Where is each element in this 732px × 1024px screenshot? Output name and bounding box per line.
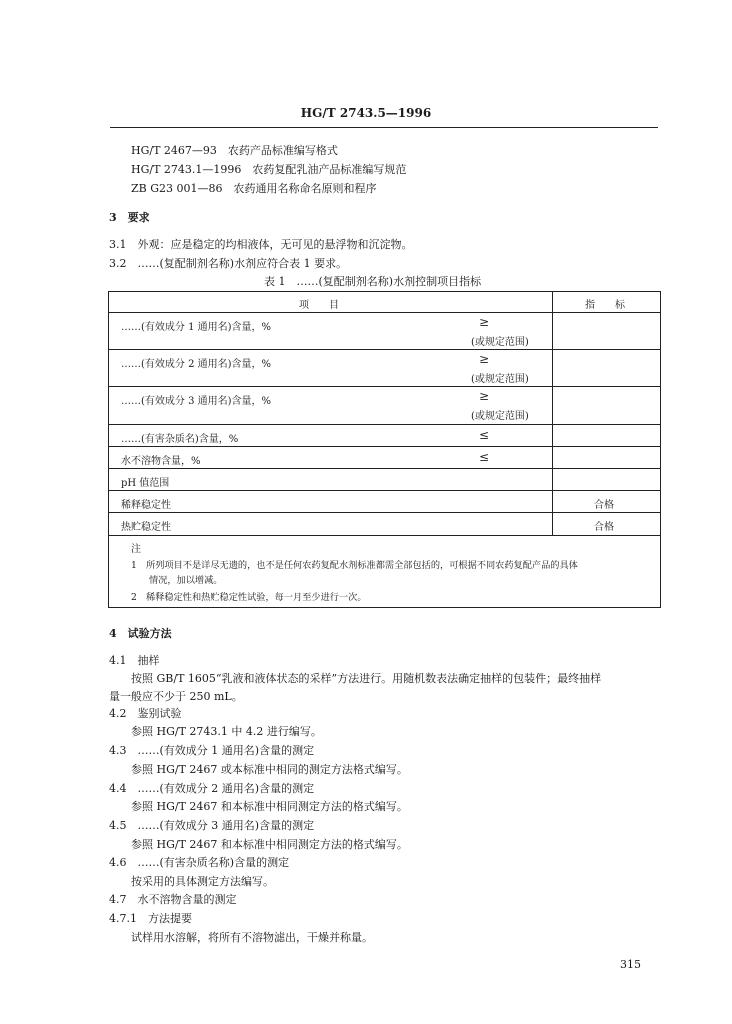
section-4-4-body: 参照 HG/T 2467 和本标准中相同测定方法的格式编写。: [131, 800, 408, 813]
section-4-7-1-title: 4.7.1 方法提要: [109, 912, 192, 925]
section-4-1-body-cont: 量一般应不少于 250 mL。: [109, 690, 243, 703]
row-divider: [109, 386, 660, 387]
standard-code-header: HG/T 2743.5—1996: [300, 106, 432, 120]
section-3-heading: 3 要求: [109, 211, 150, 224]
table-note-2: 2 稀释稳定性和热贮稳定性试验，每一月至少进行一次。: [131, 592, 367, 603]
reference-line: ZB G23 001—86 农药通用名称命名原则和程序: [131, 182, 377, 195]
table-row-sign: ≥: [479, 315, 490, 329]
table-row-value: 合格: [594, 522, 614, 533]
section-4-1-body: 按照 GB/T 1605“乳液和液体状态的采样”方法进行。用随机数表法确定抽样的包装件；最终抽样: [131, 672, 602, 685]
section-4-5-title: 4.5 ……(有效成分 3 通用名)含量的测定: [109, 819, 315, 832]
table-row-item: 稀释稳定性: [121, 500, 171, 511]
row-divider: [109, 424, 660, 425]
row-divider: [109, 349, 660, 350]
section-4-5-body: 参照 HG/T 2467 和本标准中相同测定方法的格式编写。: [131, 838, 408, 851]
table-row-item: ……(有效成分 3 通用名)含量，%: [121, 396, 272, 407]
table-notes-label: 注: [131, 544, 141, 555]
table-row-item: ……(有效成分 2 通用名)含量，%: [121, 359, 272, 370]
table-row-sign: ≥: [479, 352, 490, 366]
column-header-item: 项 目: [299, 300, 339, 311]
table-row-value: 合格: [594, 500, 614, 511]
section-4-3-title: 4.3 ……(有效成分 1 通用名)含量的测定: [109, 744, 315, 757]
table-row-item: ……(有害杂质名)含量，%: [121, 434, 239, 445]
section-3-1: 3.1 外观：应是稳定的均相液体，无可见的悬浮物和沉淀物。: [109, 238, 413, 251]
section-4-6-title: 4.6 ……(有害杂质名称)含量的测定: [109, 856, 290, 869]
column-divider: [552, 292, 553, 536]
section-4-6-body: 按采用的具体测定方法编写。: [131, 875, 274, 888]
table-row-sign: ≥: [479, 389, 490, 403]
row-divider: [109, 446, 660, 447]
section-4-7-1-body: 试样用水溶解，将所有不溶物滤出，干燥并称量。: [131, 931, 373, 944]
header-rule: [110, 127, 658, 128]
page-number: 315: [620, 958, 641, 971]
table-note-1-cont: 情况，加以增减。: [149, 575, 223, 586]
table-row-sign: ≤: [479, 450, 490, 464]
requirements-table: [108, 291, 661, 608]
column-header-value: 指 标: [585, 300, 625, 311]
section-3-2: 3.2 ……(复配制剂名称)水剂应符合表 1 要求。: [109, 257, 348, 270]
reference-line: HG/T 2467—93 农药产品标准编写格式: [131, 144, 338, 157]
row-divider: [109, 512, 660, 513]
section-4-2-title: 4.2 鉴别试验: [109, 707, 182, 720]
reference-line: HG/T 2743.1—1996 农药复配乳油产品标准编写规范: [131, 163, 407, 176]
table-row-item: 水不溶物含量，%: [121, 456, 201, 467]
section-4-1-title: 4.1 抽样: [109, 654, 160, 667]
row-divider: [109, 312, 660, 313]
row-divider: [109, 535, 660, 536]
section-4-4-title: 4.4 ……(有效成分 2 通用名)含量的测定: [109, 782, 315, 795]
row-divider: [109, 468, 660, 469]
table-row-item: 热贮稳定性: [121, 522, 171, 533]
table-row-item: ……(有效成分 1 通用名)含量，%: [121, 322, 272, 333]
row-divider: [109, 490, 660, 491]
section-4-3-body: 参照 HG/T 2467 或本标准中相同的测定方法格式编写。: [131, 763, 408, 776]
table-row-note: (或规定范围): [471, 337, 529, 348]
table-row-note: (或规定范围): [471, 411, 529, 422]
table-caption: 表 1 ……(复配制剂名称)水剂控制项目指标: [264, 275, 482, 288]
section-4-heading: 4 试验方法: [109, 627, 172, 640]
table-row-sign: ≤: [479, 428, 490, 442]
section-4-2-body: 参照 HG/T 2743.1 中 4.2 进行编写。: [131, 725, 322, 738]
table-row-item: pH 值范围: [121, 478, 170, 489]
table-note-1: 1 所列项目不是详尽无遗的，也不是任何农药复配水剂标准都需全部包括的，可根据不同农药复配产品的具体: [131, 560, 578, 571]
table-row-note: (或规定范围): [471, 374, 529, 385]
section-4-7-title: 4.7 水不溶物含量的测定: [109, 893, 237, 906]
